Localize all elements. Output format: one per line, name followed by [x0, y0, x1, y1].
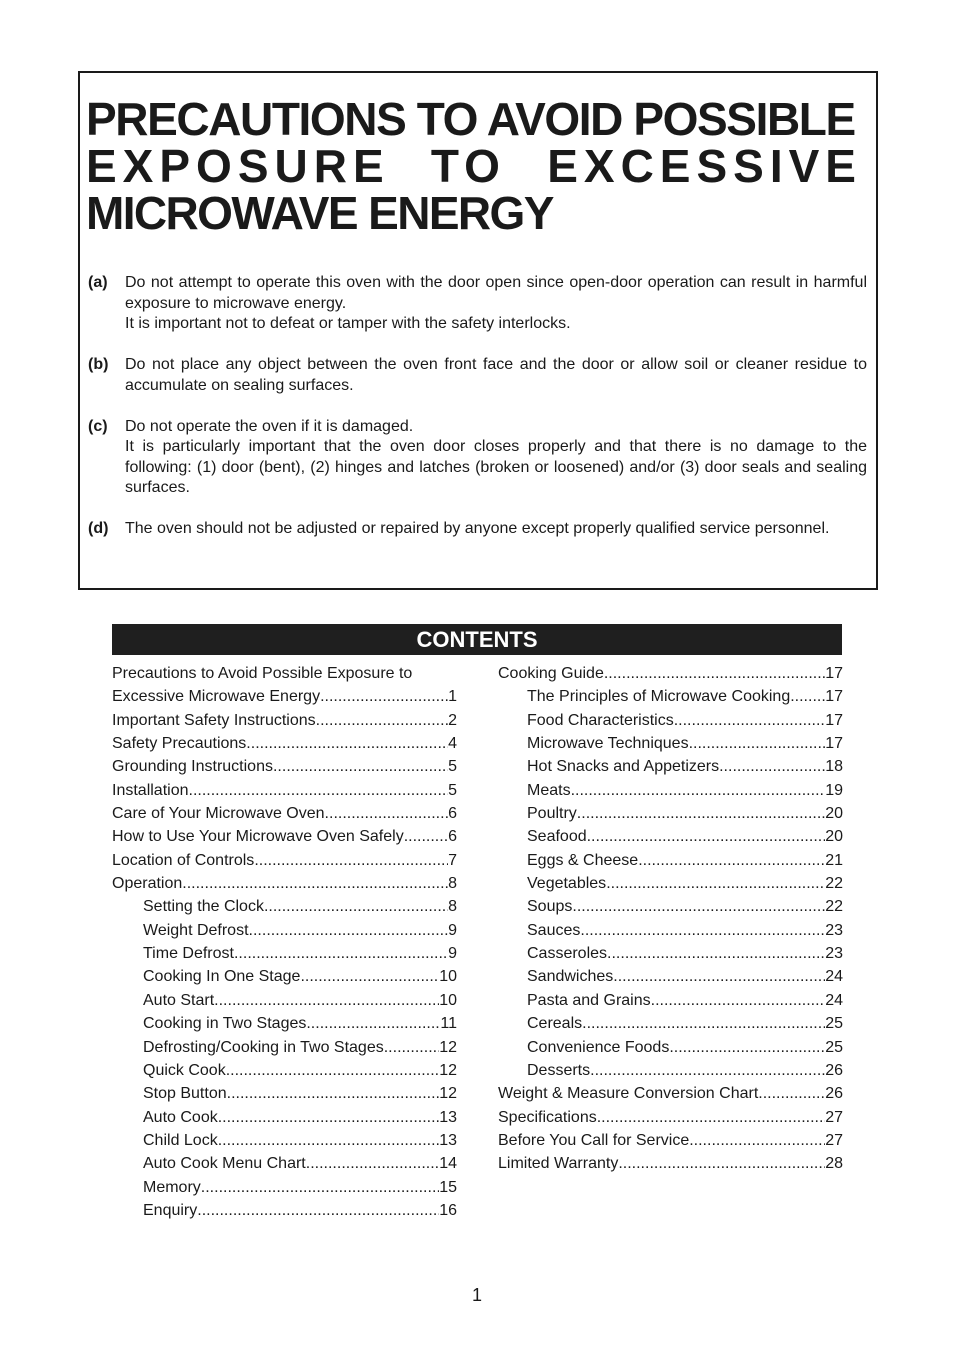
- toc-leader-dots: [227, 1082, 440, 1105]
- toc-entry-title: Weight & Measure Conversion Chart: [498, 1085, 759, 1103]
- toc-entry-title: Before You Call for Service: [498, 1131, 690, 1149]
- toc-entry-title: Enquiry: [143, 1201, 198, 1219]
- toc-entry: [498, 849, 843, 872]
- toc-entry-title: Soups: [527, 898, 573, 916]
- toc-entry: [498, 1036, 843, 1059]
- toc-leader-dots: [587, 825, 826, 848]
- toc-entry: [498, 732, 843, 755]
- toc-entry-page: 25: [825, 1038, 843, 1056]
- toc-entry-title: Cooking in Two Stages: [143, 1015, 307, 1033]
- toc-entry: [112, 1106, 457, 1129]
- toc-entry-title: Auto Cook: [143, 1108, 218, 1126]
- toc-leader-dots: [719, 755, 825, 778]
- toc-leader-dots: [197, 1199, 439, 1222]
- toc-entry: [498, 755, 843, 778]
- precautions-list: [88, 273, 867, 560]
- precaution-text: Do not place any object between the oven front face and the door or allow soil or cleaner residue to accumulate on sealing surfaces.: [125, 356, 867, 394]
- toc-leader-dots: [218, 1106, 439, 1129]
- toc-entry-page: 26: [825, 1061, 843, 1079]
- title-line: EXPOSURE TO EXCESSIVE: [86, 140, 862, 192]
- precaution-text: Do not operate the oven if it is damaged.: [125, 417, 414, 435]
- toc-entry: [112, 849, 457, 872]
- toc-leader-dots: [674, 709, 825, 732]
- toc-entry-title: Hot Snacks and Appetizers: [527, 758, 720, 776]
- toc-entry: [112, 1082, 457, 1105]
- toc-leader-dots: [618, 1152, 825, 1175]
- toc-leader-dots: [306, 1152, 439, 1175]
- toc-entry-page: 7: [448, 851, 457, 869]
- toc-entry: [112, 1129, 457, 1152]
- toc-entry: [112, 1059, 457, 1082]
- toc-entry-title: Operation: [112, 875, 183, 893]
- toc-entry-title: Cooking In One Stage: [143, 968, 301, 986]
- toc-leader-dots: [325, 802, 449, 825]
- toc-entry: [498, 919, 843, 942]
- toc-entry: [112, 895, 457, 918]
- toc-entry-page: 27: [825, 1131, 843, 1149]
- toc-leader-dots: [249, 919, 449, 942]
- toc-entry-page: 14: [439, 1155, 457, 1173]
- toc-entry-title: Pasta and Grains: [527, 991, 651, 1009]
- toc-entry-title: Time Defrost: [143, 945, 234, 963]
- contents-heading: CONTENTS: [112, 624, 842, 655]
- toc-entry-title: Cooking Guide: [498, 665, 604, 682]
- toc-entry: [498, 662, 843, 685]
- toc-entry-page: 12: [439, 1061, 457, 1079]
- toc-entry-title: Excessive Microwave Energy: [112, 688, 321, 706]
- toc-entry: [112, 965, 457, 988]
- toc-entry: [112, 872, 457, 895]
- toc-entry-page: 17: [825, 665, 843, 682]
- toc-entry-title: Cereals: [527, 1015, 583, 1033]
- page-number: 1: [471, 1285, 482, 1305]
- toc-leader-dots: [246, 732, 448, 755]
- toc-entry-page: 5: [448, 758, 457, 776]
- toc-entry-page: 23: [825, 945, 843, 963]
- toc-entry-page: 8: [448, 875, 457, 893]
- toc-entry-page: 6: [448, 828, 457, 846]
- toc-entry-page: 22: [825, 875, 843, 893]
- toc-entry: [498, 1059, 843, 1082]
- toc-entry-title: Defrosting/Cooking in Two Stages: [143, 1038, 384, 1056]
- toc-leader-dots: [577, 802, 825, 825]
- toc-entry-title: Convenience Foods: [527, 1038, 670, 1056]
- toc-entry-title: Precautions to Avoid Possible Exposure to: [112, 665, 413, 682]
- toc-leader-dots: [572, 895, 825, 918]
- toc-entry: [498, 779, 843, 802]
- precaution-text: The oven should not be adjusted or repaired by anyone except properly qualified service personnel.: [125, 520, 830, 537]
- toc-entry: [498, 872, 843, 895]
- toc-entry-page: 4: [448, 735, 457, 753]
- toc-entry-page: 22: [825, 898, 843, 916]
- toc-entry: [498, 1106, 843, 1129]
- precaution-item: [88, 355, 867, 396]
- toc-leader-dots: [264, 895, 448, 918]
- toc-leader-dots: [306, 1012, 440, 1035]
- toc-leader-dots: [758, 1082, 825, 1105]
- toc-entry-title: Vegetables: [527, 875, 607, 893]
- toc-leader-dots: [597, 1106, 825, 1129]
- toc-entry-page: 20: [825, 805, 843, 823]
- toc-leader-dots: [571, 779, 826, 802]
- toc-entry-page: 12: [439, 1038, 457, 1056]
- toc-leader-dots: [613, 965, 825, 988]
- toc-leader-dots: [651, 989, 826, 1012]
- toc-entry-page: 15: [439, 1178, 457, 1196]
- toc-entry: [112, 802, 457, 825]
- toc-entry: [112, 1036, 457, 1059]
- toc-leader-dots: [604, 662, 825, 685]
- toc-leader-dots: [300, 965, 439, 988]
- contents-column-right: [498, 662, 843, 1176]
- toc-leader-dots: [669, 1036, 825, 1059]
- toc-entry-page: 9: [448, 921, 457, 939]
- toc-entry-title: Auto Cook Menu Chart: [143, 1155, 306, 1173]
- toc-entry-page: 13: [439, 1131, 457, 1149]
- toc-entry: [498, 1152, 843, 1175]
- toc-entry: [112, 1012, 457, 1035]
- toc-entry-title: Care of Your Microwave Oven: [112, 805, 325, 823]
- precaution-text: It is particularly important that the oven door closes properly and that there is no damage to the following: (1) door (bent), (2) hinges and latches (broken or loosened) and/or (3) door seals and sealing surfaces.: [125, 438, 867, 496]
- toc-entry-page: 16: [439, 1201, 457, 1219]
- toc-entry-page: 17: [825, 735, 843, 753]
- toc-entry: [112, 709, 457, 732]
- toc-entry-page: 26: [825, 1085, 843, 1103]
- toc-entry: [498, 802, 843, 825]
- toc-entry: [112, 732, 457, 755]
- toc-leader-dots: [384, 1036, 439, 1059]
- toc-entry: [112, 1199, 457, 1222]
- toc-entry-page: 23: [825, 921, 843, 939]
- toc-entry-title: Installation: [112, 781, 189, 799]
- toc-entry-page: 13: [439, 1108, 457, 1126]
- toc-entry-title: Weight Defrost: [143, 921, 249, 939]
- toc-entry-title: How to Use Your Microwave Oven Safely: [112, 828, 404, 846]
- contents-column-left: [112, 662, 457, 1222]
- toc-entry-title: Sandwiches: [527, 968, 614, 986]
- toc-entry: [112, 662, 457, 685]
- toc-entry-page: 11: [440, 1015, 457, 1033]
- title-line: PRECAUTIONS TO AVOID POSSIBLE: [86, 93, 855, 145]
- toc-leader-dots: [582, 1012, 825, 1035]
- precaution-item: [88, 519, 867, 540]
- toc-entry-title: Quick Cook: [143, 1061, 226, 1079]
- toc-entry: [112, 919, 457, 942]
- precaution-text: It is important not to defeat or tamper with the safety interlocks.: [125, 315, 571, 332]
- toc-leader-dots: [790, 685, 825, 708]
- toc-entry-page: 2: [448, 711, 457, 729]
- toc-entry: [498, 825, 843, 848]
- toc-entry: [112, 1152, 457, 1175]
- toc-leader-dots: [254, 849, 448, 872]
- toc-leader-dots: [182, 872, 448, 895]
- toc-entry-page: 21: [825, 851, 843, 869]
- toc-entry-page: 1: [448, 688, 457, 706]
- toc-entry-title: Eggs & Cheese: [527, 851, 639, 869]
- toc-entry-title: Microwave Techniques: [527, 735, 689, 753]
- toc-entry-page: 24: [825, 968, 843, 986]
- toc-entry-title: Casseroles: [527, 945, 608, 963]
- toc-entry-page: 19: [825, 781, 843, 799]
- toc-entry: [498, 1129, 843, 1152]
- toc-leader-dots: [590, 1059, 825, 1082]
- toc-entry-title: Stop Button: [143, 1085, 227, 1103]
- toc-entry-page: 10: [439, 991, 457, 1009]
- precaution-text: Do not attempt to operate this oven with the door open since open-door operation can result in harmful exposure to microwave energy.: [125, 274, 867, 312]
- toc-entry-page: 24: [825, 991, 843, 1009]
- toc-leader-dots: [218, 1129, 440, 1152]
- toc-entry-title: Meats: [527, 781, 571, 799]
- toc-entry: [498, 709, 843, 732]
- toc-entry-title: Poultry: [527, 805, 577, 823]
- toc-leader-dots: [689, 1129, 825, 1152]
- toc-leader-dots: [201, 1176, 439, 1199]
- precaution-label: (b): [88, 356, 109, 373]
- toc-entry-title: Sauces: [527, 921, 581, 939]
- toc-entry-title: The Principles of Microwave Cooking: [527, 688, 791, 706]
- toc-entry: [112, 1176, 457, 1199]
- toc-entry-title: Food Characteristics: [527, 711, 674, 729]
- toc-entry: [498, 685, 843, 708]
- title-line: MICROWAVE ENERGY: [86, 187, 553, 239]
- toc-leader-dots: [320, 685, 448, 708]
- toc-entry: [498, 895, 843, 918]
- toc-entry-page: 5: [448, 781, 457, 799]
- toc-entry: [498, 965, 843, 988]
- toc-leader-dots: [273, 755, 448, 778]
- toc-entry: [112, 755, 457, 778]
- toc-entry-title: Setting the Clock: [143, 898, 264, 916]
- precautions-title: [86, 93, 862, 239]
- toc-entry: [498, 1012, 843, 1035]
- toc-entry-page: 12: [439, 1085, 457, 1103]
- toc-leader-dots: [214, 989, 439, 1012]
- toc-entry: [112, 942, 457, 965]
- toc-leader-dots: [607, 942, 825, 965]
- toc-entry-page: 18: [825, 758, 843, 776]
- precaution-label: (a): [88, 274, 108, 291]
- toc-leader-dots: [689, 732, 826, 755]
- toc-leader-dots: [404, 825, 448, 848]
- toc-entry-page: 17: [825, 711, 843, 729]
- toc-entry: [498, 989, 843, 1012]
- toc-entry-title: Important Safety Instructions: [112, 711, 316, 729]
- precaution-label: (d): [88, 520, 109, 537]
- precaution-item: [88, 273, 867, 335]
- toc-entry-page: 10: [439, 968, 457, 986]
- toc-entry-title: Location of Controls: [112, 851, 255, 869]
- toc-entry: [112, 989, 457, 1012]
- toc-entry-title: Limited Warranty: [498, 1155, 619, 1173]
- toc-entry-page: 17: [825, 688, 843, 706]
- toc-entry-page: 28: [825, 1155, 843, 1173]
- toc-entry-page: 27: [825, 1108, 843, 1126]
- toc-entry-title: Auto Start: [143, 991, 215, 1009]
- toc-entry-title: Grounding Instructions: [112, 758, 273, 776]
- toc-entry-page: 9: [448, 945, 457, 963]
- toc-leader-dots: [234, 942, 448, 965]
- toc-entry-title: Seafood: [527, 828, 587, 846]
- toc-entry: [112, 779, 457, 802]
- toc-entry-title: Memory: [143, 1178, 201, 1196]
- toc-entry: [112, 825, 457, 848]
- toc-entry-title: Safety Precautions: [112, 735, 247, 753]
- toc-leader-dots: [580, 919, 825, 942]
- toc-entry-title: Desserts: [527, 1061, 591, 1079]
- toc-entry-title: Child Lock: [143, 1131, 218, 1149]
- precaution-label: (c): [88, 417, 108, 435]
- toc-leader-dots: [606, 872, 825, 895]
- toc-entry-title: Specifications: [498, 1108, 597, 1126]
- toc-entry-page: 25: [825, 1015, 843, 1033]
- toc-leader-dots: [189, 779, 449, 802]
- toc-entry-page: 20: [825, 828, 843, 846]
- toc-entry: [498, 1082, 843, 1105]
- precaution-item: [88, 417, 867, 499]
- toc-entry-page: 6: [448, 805, 457, 823]
- toc-entry: [112, 685, 457, 708]
- toc-leader-dots: [638, 849, 825, 872]
- toc-entry-page: 8: [448, 898, 457, 916]
- toc-entry: [498, 942, 843, 965]
- toc-leader-dots: [226, 1059, 440, 1082]
- toc-leader-dots: [316, 709, 448, 732]
